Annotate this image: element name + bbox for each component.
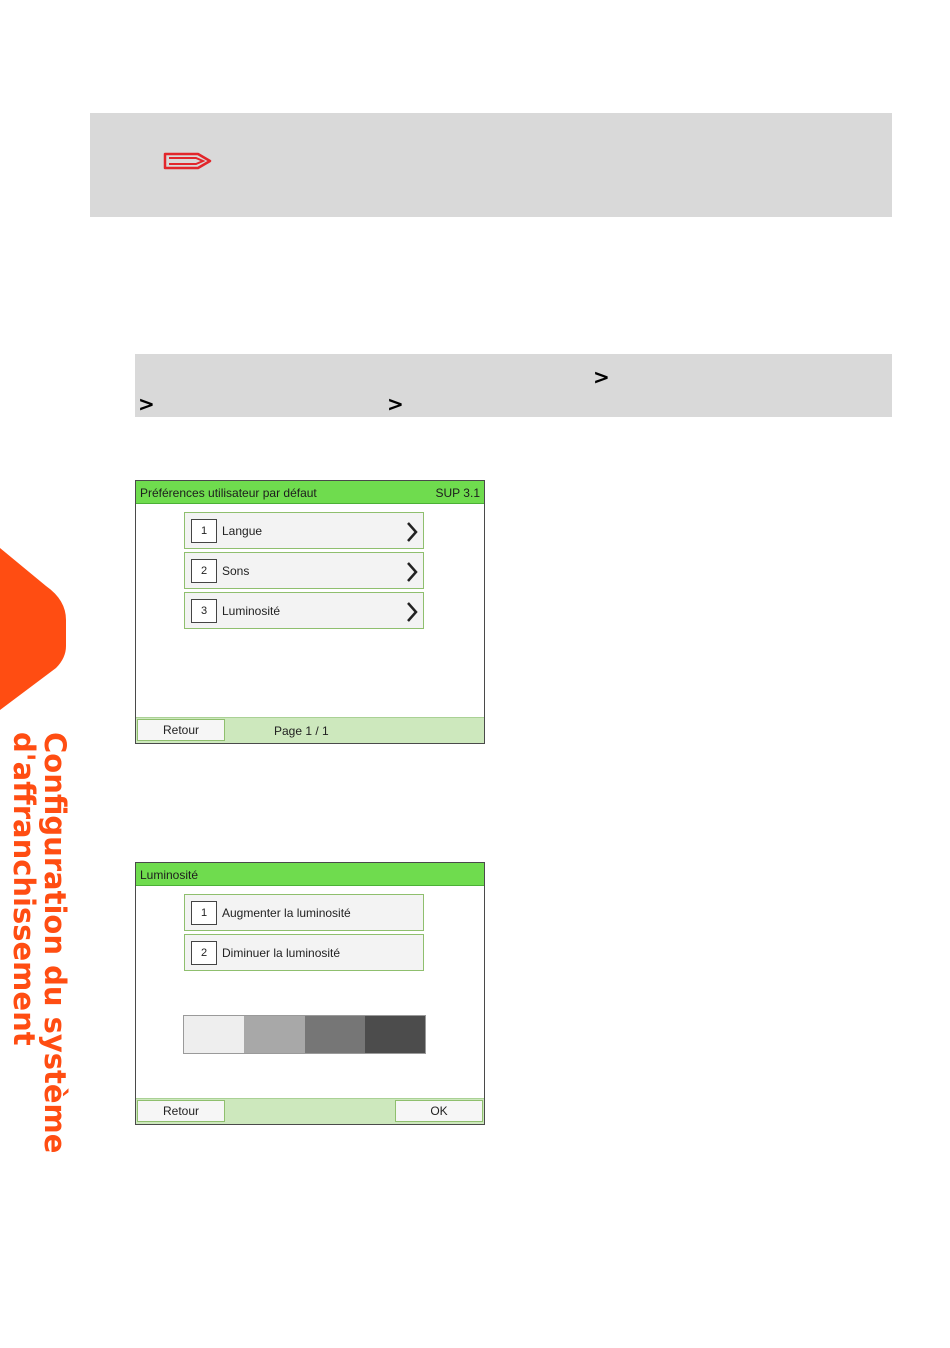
menu-item-number: 2 xyxy=(191,559,217,583)
menu-item-number: 1 xyxy=(191,519,217,543)
screen-header xyxy=(136,481,484,504)
screen-header xyxy=(136,863,484,886)
chapter-tab xyxy=(0,548,66,710)
page-indicator: Page 1 / 1 xyxy=(274,724,329,738)
menu-item-luminosite[interactable] xyxy=(184,592,424,629)
brightness-scale xyxy=(183,1015,426,1054)
note-box xyxy=(90,113,892,217)
menu-item-number: 1 xyxy=(191,901,217,925)
screen-code: SUP 3.1 xyxy=(435,486,480,500)
lcd-screen-luminosite xyxy=(135,862,485,1125)
menu-item-label: Diminuer la luminosité xyxy=(222,946,341,960)
brightness-segment xyxy=(244,1016,304,1053)
path-separator: > xyxy=(387,392,404,416)
menu-path-box xyxy=(135,354,892,417)
screen-title: Luminosité xyxy=(140,868,199,882)
menu-item-number: 3 xyxy=(191,599,217,623)
screen-footer xyxy=(136,717,484,743)
menu-item-label: Luminosité xyxy=(222,604,281,618)
screen-footer xyxy=(136,1098,484,1124)
menu-item-sons[interactable] xyxy=(184,552,424,589)
path-separator: > xyxy=(593,365,610,389)
menu-item-label: Langue xyxy=(222,524,263,538)
menu-item-increase-brightness[interactable] xyxy=(184,894,424,931)
back-button[interactable]: Retour xyxy=(137,719,225,741)
brightness-segment xyxy=(184,1016,244,1053)
chapter-title xyxy=(8,732,70,1153)
ok-button[interactable]: OK xyxy=(395,1100,483,1122)
note-pen-icon xyxy=(162,149,214,173)
menu-item-label: Sons xyxy=(222,564,250,578)
chevron-right-icon xyxy=(405,561,419,583)
menu-item-decrease-brightness[interactable] xyxy=(184,934,424,971)
brightness-segment xyxy=(305,1016,365,1053)
chevron-right-icon xyxy=(405,521,419,543)
chapter-title-line1: Configuration du système xyxy=(38,732,72,1154)
path-separator: > xyxy=(138,392,155,416)
menu-item-number: 2 xyxy=(191,941,217,965)
screen-title: Préférences utilisateur par défaut xyxy=(140,486,317,500)
menu-item-label: Augmenter la luminosité xyxy=(222,906,351,920)
back-button[interactable]: Retour xyxy=(137,1100,225,1122)
lcd-screen-preferences xyxy=(135,480,485,744)
chevron-right-icon xyxy=(405,601,419,623)
brightness-segment xyxy=(365,1016,425,1053)
chapter-title-line2: d'affranchissement xyxy=(7,732,41,1046)
menu-item-langue[interactable] xyxy=(184,512,424,549)
